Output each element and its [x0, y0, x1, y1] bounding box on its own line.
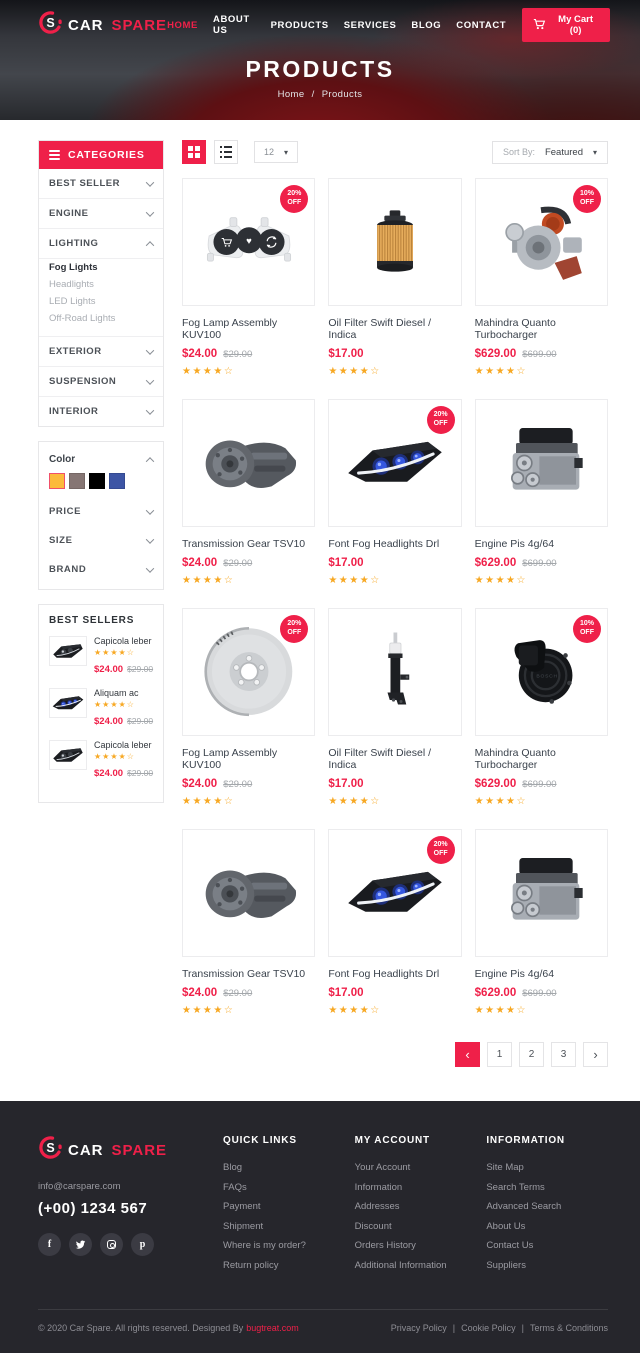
- product-old-price: $699.00: [522, 558, 557, 569]
- footer-column-title: INFORMATION: [486, 1135, 565, 1146]
- product-price: $629.00: [474, 348, 517, 360]
- product-old-price: $699.00: [522, 779, 557, 790]
- product-card: [182, 399, 315, 586]
- filter-color[interactable]: [49, 445, 153, 472]
- color-swatch-black[interactable]: [89, 473, 105, 489]
- breadcrumb-separator: /: [311, 89, 315, 100]
- pagination: [182, 1042, 608, 1067]
- main-nav: [167, 14, 506, 36]
- per-page-value: 12: [264, 147, 275, 157]
- logo-emblem-icon: [38, 10, 63, 40]
- product-title[interactable]: Transmission Gear TSV10: [182, 538, 306, 550]
- best-seller-name[interactable]: Aliquam ac: [94, 688, 139, 698]
- best-seller-old-price: $29.00: [127, 716, 154, 726]
- product-image[interactable]: [475, 608, 608, 736]
- product-card: [328, 829, 461, 1016]
- best-seller-item[interactable]: [49, 636, 153, 677]
- logo-word-car: CAR: [68, 1141, 104, 1159]
- product-card: [182, 829, 315, 1016]
- product-image[interactable]: [328, 399, 461, 527]
- legal-links: Privacy Policy | Cookie Policy | Terms & Conditions: [390, 1323, 608, 1333]
- product-image[interactable]: [328, 178, 461, 306]
- breadcrumb-current: Products: [321, 89, 363, 100]
- chevron-down-icon: [146, 376, 154, 384]
- product-card: [182, 608, 315, 807]
- best-seller-thumbnail: [49, 636, 87, 666]
- nav-item-blog[interactable]: BLOG: [411, 19, 442, 31]
- chevron-down-icon: [146, 346, 154, 354]
- footer-column-quick-links: [223, 1135, 345, 1279]
- product-price: $24.00: [182, 348, 218, 360]
- product-price: $17.00: [328, 778, 364, 790]
- site-logo[interactable]: [38, 10, 167, 40]
- cart-icon: [533, 18, 546, 33]
- footer-link-site-map[interactable]: Site Map: [486, 1162, 524, 1173]
- product-rating: ★★★★☆: [328, 575, 381, 586]
- product-title[interactable]: Oil Filter Swift Diesel / Indica: [328, 317, 432, 341]
- footer-link-information[interactable]: Information: [354, 1181, 403, 1193]
- my-cart-button[interactable]: [522, 8, 610, 42]
- best-seller-old-price: $29.00: [127, 664, 154, 674]
- best-seller-old-price: $29.00: [127, 768, 154, 778]
- chevron-down-icon: [146, 208, 154, 216]
- category-interior[interactable]: INTERIOR: [39, 396, 163, 426]
- product-image[interactable]: [328, 608, 461, 736]
- product-title[interactable]: Mahindra Quanto Turbocharger: [474, 317, 556, 341]
- copyright: © 2020 Car Spare. All rights reserved. Designed By bugtreat.com: [38, 1323, 299, 1333]
- chevron-down-icon: [146, 506, 154, 514]
- product-price: $17.00: [328, 348, 364, 360]
- subcategory-list: [39, 258, 163, 336]
- product-image[interactable]: [182, 178, 315, 306]
- product-image[interactable]: [328, 829, 461, 957]
- chevron-down-icon: [146, 564, 154, 572]
- product-price: $17.00: [328, 557, 364, 569]
- product-price: $629.00: [474, 987, 517, 999]
- product-price: $24.00: [182, 778, 218, 790]
- chevron-up-icon: [146, 457, 154, 465]
- footer-link-search-terms[interactable]: Search Terms: [486, 1181, 545, 1193]
- category-engine[interactable]: ENGINE: [39, 198, 163, 228]
- product-price: $629.00: [474, 557, 517, 569]
- subcategory-headlights[interactable]: Headlights: [49, 279, 94, 290]
- product-card: [475, 608, 608, 807]
- footer-link-advanced-search[interactable]: Advanced Search: [486, 1201, 562, 1212]
- social-links: [38, 1233, 213, 1256]
- discount-badge: 10% OFF: [573, 185, 601, 213]
- footer-link-return-policy[interactable]: Return policy: [223, 1259, 279, 1271]
- footer-column-title: MY ACCOUNT: [354, 1135, 430, 1146]
- best-sellers-list: [49, 636, 153, 781]
- pagination-page-1[interactable]: 1: [487, 1042, 512, 1067]
- product-rating: ★★★★☆: [182, 575, 235, 586]
- product-price: $24.00: [182, 557, 218, 569]
- nav-item-home[interactable]: HOME: [167, 19, 198, 31]
- product-old-price: $29.00: [223, 558, 253, 569]
- breadcrumb-home[interactable]: Home: [277, 89, 305, 100]
- product-image[interactable]: [182, 829, 315, 957]
- product-card: [328, 608, 461, 807]
- color-swatches: [49, 473, 153, 489]
- categories-panel: [38, 140, 164, 427]
- hero-banner: [0, 0, 640, 120]
- facebook-icon[interactable]: f: [38, 1233, 61, 1256]
- product-rating: ★★★★☆: [182, 796, 235, 807]
- product-card: [328, 178, 461, 377]
- best-seller-thumbnail: [49, 740, 87, 770]
- product-price: $17.00: [328, 987, 364, 999]
- listing-toolbar: [182, 140, 608, 164]
- subcategory-led-lights[interactable]: LED Lights: [49, 296, 96, 307]
- product-grid: [182, 178, 608, 1016]
- caret-down-icon: ▾: [592, 147, 597, 157]
- product-old-price: $699.00: [522, 988, 557, 999]
- best-sellers-title: BEST SELLERS: [49, 615, 135, 626]
- svg-text:S: S: [46, 1140, 55, 1155]
- product-title[interactable]: Transmission Gear TSV10: [182, 968, 306, 980]
- product-title[interactable]: Engine Pis 4g/64: [474, 968, 555, 980]
- category-suspension[interactable]: SUSPENSION: [39, 366, 163, 396]
- product-rating: ★★★★☆: [328, 796, 381, 807]
- nav-item-services[interactable]: SERVICES: [343, 19, 397, 31]
- product-card: [475, 178, 608, 377]
- product-title[interactable]: Font Fog Headlights Drl: [328, 538, 440, 550]
- logo-word-spare: SPARE: [111, 16, 168, 34]
- product-image[interactable]: [182, 399, 315, 527]
- product-price: $24.00: [182, 987, 218, 999]
- legal-link-cookie-policy[interactable]: Cookie Policy: [461, 1323, 516, 1333]
- product-image[interactable]: [475, 399, 608, 527]
- product-rating: ★★★★☆: [182, 1005, 235, 1016]
- color-swatch-blue[interactable]: [109, 473, 125, 489]
- footer-phone[interactable]: (+00) 1234 567: [38, 1200, 148, 1217]
- footer-link-contact-us[interactable]: Contact Us: [486, 1240, 534, 1251]
- designer-link[interactable]: bugtreat.com: [246, 1323, 299, 1333]
- product-title[interactable]: Font Fog Headlights Drl: [328, 968, 440, 980]
- footer-columns: [223, 1135, 608, 1279]
- best-seller-rating: ★★★★☆: [94, 700, 135, 709]
- product-rating: ★★★★☆: [328, 366, 381, 377]
- footer-column-title: QUICK LINKS: [223, 1135, 297, 1146]
- logo-word-spare: SPARE: [111, 1141, 168, 1159]
- category-exterior[interactable]: EXTERIOR: [39, 336, 163, 366]
- instagram-icon[interactable]: [100, 1233, 123, 1256]
- best-seller-name[interactable]: Capicola leber: [94, 740, 152, 750]
- product-price: $629.00: [474, 778, 517, 790]
- best-seller-thumbnail: [49, 688, 87, 718]
- grid-icon: [188, 146, 200, 158]
- footer-link-payment[interactable]: Payment: [223, 1201, 261, 1212]
- product-old-price: $29.00: [223, 779, 253, 790]
- discount-badge: 20% OFF: [280, 185, 308, 213]
- chevron-down-icon: [146, 535, 154, 543]
- best-seller-price: $24.00: [94, 768, 124, 779]
- logo-word-car: CAR: [68, 16, 104, 34]
- svg-text:S: S: [46, 15, 55, 30]
- discount-badge: 10% OFF: [573, 615, 601, 643]
- product-title[interactable]: Oil Filter Swift Diesel / Indica: [328, 747, 432, 771]
- best-seller-rating: ★★★★☆: [94, 648, 135, 657]
- sidebar: [38, 140, 164, 1101]
- product-image[interactable]: [475, 178, 608, 306]
- footer-link-additional-information[interactable]: Additional Information: [354, 1259, 447, 1271]
- best-seller-rating: ★★★★☆: [94, 752, 135, 761]
- legal-link-privacy-policy[interactable]: Privacy Policy: [390, 1323, 447, 1333]
- footer-link-shipment[interactable]: Shipment: [223, 1220, 264, 1232]
- product-rating: ★★★★☆: [474, 575, 527, 586]
- nav-item-products[interactable]: PRODUCTS: [270, 19, 329, 31]
- discount-badge: 20% OFF: [427, 836, 455, 864]
- page-title: PRODUCTS: [245, 56, 395, 82]
- svg-text:♥: ♥: [245, 236, 252, 248]
- pagination-page-3[interactable]: 3: [551, 1042, 576, 1067]
- best-seller-item[interactable]: [49, 688, 153, 729]
- footer-brand: [38, 1135, 213, 1279]
- svg-text:BOSCH: BOSCH: [536, 673, 559, 680]
- footer-email[interactable]: info@carspare.com: [38, 1181, 121, 1192]
- top-bar: [0, 0, 640, 42]
- list-icon: [220, 146, 233, 159]
- twitter-icon[interactable]: [69, 1233, 92, 1256]
- footer-link-faqs[interactable]: FAQs: [223, 1181, 247, 1193]
- pagination-prev-button[interactable]: ‹: [455, 1042, 480, 1067]
- pagination-page-2[interactable]: 2: [519, 1042, 544, 1067]
- category-lighting[interactable]: LIGHTING: [39, 228, 163, 258]
- list-view-button[interactable]: [214, 140, 238, 164]
- footer-column-information: [486, 1135, 608, 1279]
- best-seller-price: $24.00: [94, 716, 124, 727]
- footer-link-discount[interactable]: Discount: [354, 1220, 392, 1232]
- sort-select[interactable]: [492, 141, 608, 164]
- product-rating: ★★★★☆: [474, 796, 527, 807]
- footer-link-where-is-my-order[interactable]: Where is my order?: [223, 1240, 306, 1251]
- categories-header[interactable]: [39, 141, 163, 169]
- product-title[interactable]: Fog Lamp Assembly KUV100: [182, 317, 278, 341]
- footer-logo[interactable]: [38, 1135, 213, 1165]
- cart-label: My Cart (0): [558, 14, 594, 36]
- product-image[interactable]: [182, 608, 315, 736]
- product-card: [475, 829, 608, 1016]
- color-swatch-yellow[interactable]: [49, 473, 65, 489]
- footer-link-orders-history[interactable]: Orders History: [354, 1240, 416, 1251]
- chevron-up-icon: [146, 241, 154, 249]
- footer-link-blog[interactable]: Blog: [223, 1162, 243, 1173]
- breadcrumb: [0, 89, 640, 100]
- footer-link-about-us[interactable]: About Us: [486, 1220, 526, 1232]
- per-page-select[interactable]: [254, 141, 298, 163]
- product-listing: [182, 140, 608, 1101]
- sort-label: Sort By:: [502, 147, 535, 157]
- product-image[interactable]: [475, 829, 608, 957]
- categories-list: [39, 169, 163, 426]
- best-seller-name[interactable]: Capicola leber: [94, 636, 152, 646]
- logo-emblem-icon: [38, 1135, 63, 1165]
- filter-brand[interactable]: BRAND: [49, 555, 153, 584]
- product-rating: ★★★★☆: [182, 366, 235, 377]
- best-seller-item[interactable]: [49, 740, 153, 781]
- product-rating: ★★★★☆: [474, 1005, 527, 1016]
- product-old-price: $699.00: [522, 349, 557, 360]
- footer-link-addresses[interactable]: Addresses: [354, 1201, 400, 1212]
- filter-size[interactable]: SIZE: [49, 526, 153, 555]
- pinterest-icon[interactable]: p: [131, 1233, 154, 1256]
- product-card: [328, 399, 461, 586]
- discount-badge: 20% OFF: [427, 406, 455, 434]
- color-swatch-gray[interactable]: [69, 473, 85, 489]
- footer-link-your-account[interactable]: Your Account: [354, 1162, 411, 1173]
- product-title[interactable]: Fog Lamp Assembly KUV100: [182, 747, 278, 771]
- product-rating: ★★★★☆: [328, 1005, 381, 1016]
- hamburger-icon: [49, 150, 60, 160]
- product-title[interactable]: Mahindra Quanto Turbocharger: [474, 747, 556, 771]
- sort-value: Featured: [544, 146, 583, 158]
- filter-color-label: Color: [49, 454, 76, 465]
- footer-column-my-account: [355, 1135, 477, 1279]
- grid-view-button[interactable]: [182, 140, 206, 164]
- discount-badge: 20% OFF: [280, 615, 308, 643]
- subcategory-off-road-lights[interactable]: Off-Road Lights: [49, 313, 116, 324]
- product-old-price: $29.00: [223, 349, 253, 360]
- product-title[interactable]: Engine Pis 4g/64: [474, 538, 555, 550]
- pagination-next-button[interactable]: ›: [583, 1042, 608, 1067]
- chevron-down-icon: [146, 178, 154, 186]
- chevron-down-icon: [146, 406, 154, 414]
- footer: [0, 1101, 640, 1353]
- filters-panel: [38, 441, 164, 590]
- footer-bottom-bar: [38, 1309, 608, 1343]
- product-card: [182, 178, 315, 377]
- nav-item-contact[interactable]: CONTACT: [456, 19, 507, 31]
- product-rating: ★★★★☆: [474, 366, 527, 377]
- caret-down-icon: ▾: [284, 147, 289, 157]
- best-sellers-panel: [38, 604, 164, 803]
- product-old-price: $29.00: [223, 988, 253, 999]
- product-card: [475, 399, 608, 586]
- categories-title: CATEGORIES: [68, 149, 145, 161]
- legal-link-terms-conditions[interactable]: Terms & Conditions: [529, 1323, 608, 1333]
- nav-item-about-us[interactable]: ABOUT US: [212, 14, 250, 36]
- filter-price[interactable]: PRICE: [49, 497, 153, 526]
- category-best-seller[interactable]: BEST SELLER: [39, 169, 163, 198]
- subcategory-fog-lights[interactable]: Fog Lights: [49, 262, 98, 273]
- footer-link-suppliers[interactable]: Suppliers: [486, 1259, 526, 1271]
- best-seller-price: $24.00: [94, 664, 124, 675]
